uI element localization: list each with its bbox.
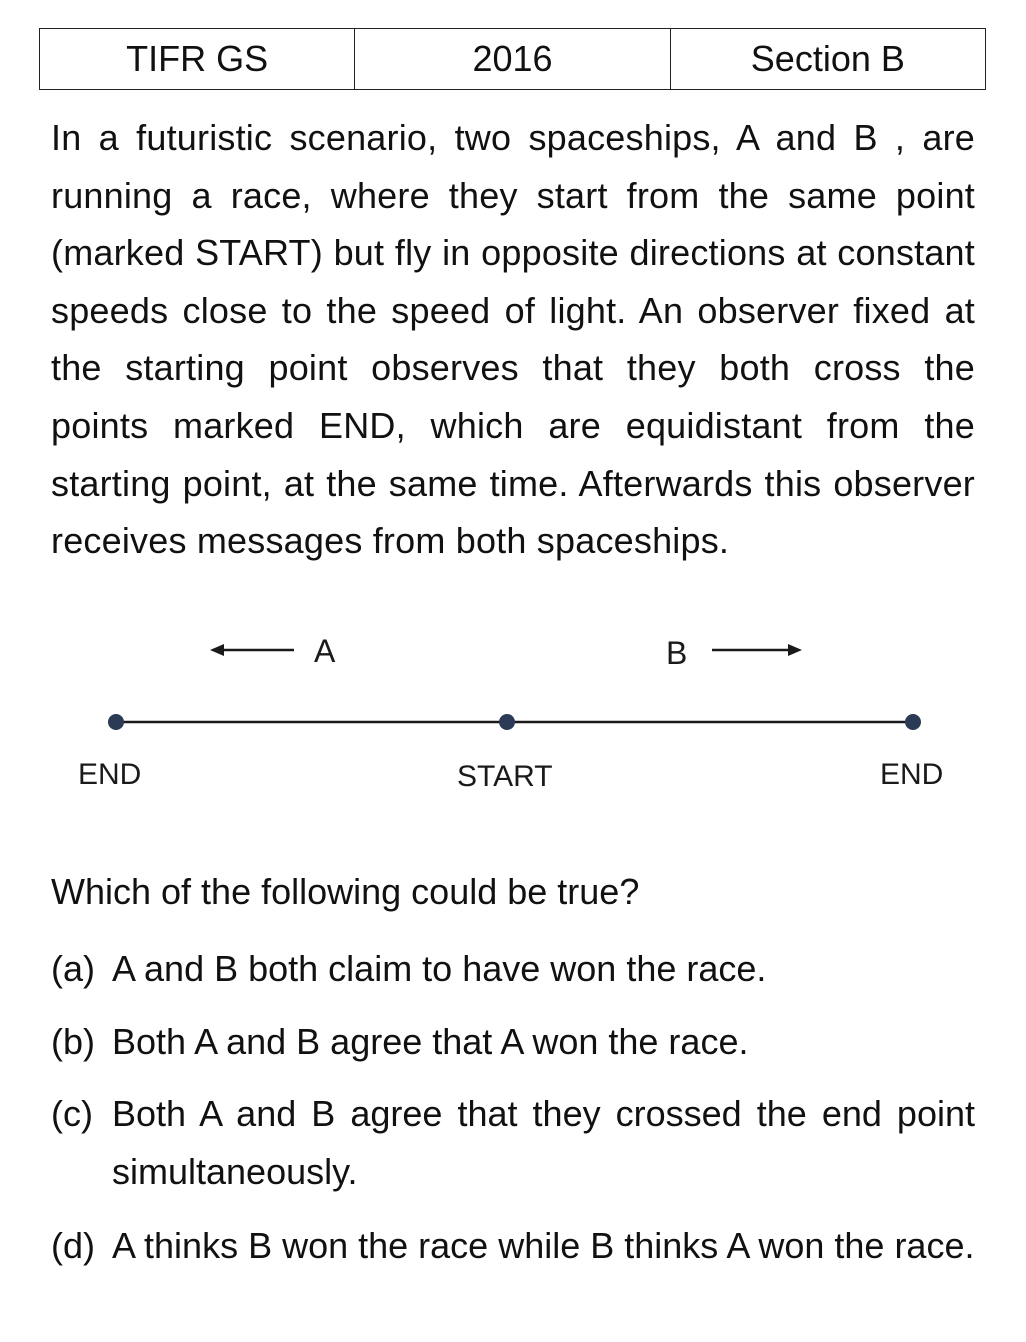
section-cell: Section B	[670, 29, 985, 90]
option-c-text: Both A and B agree that they crossed the end point simultaneously.	[112, 1093, 975, 1192]
spaceship-b-label: B	[666, 635, 688, 671]
option-d-text: A thinks B won the race while B thinks A won the race.	[112, 1225, 975, 1266]
right-end-label: END	[880, 758, 944, 791]
race-diagram	[0, 628, 1026, 818]
option-a-letter: (a)	[51, 948, 95, 989]
option-b-text: Both A and B agree that A won the race.	[112, 1021, 749, 1062]
start-label: START	[457, 760, 553, 793]
option-d-letter: (d)	[51, 1225, 95, 1266]
arrow-b-right-icon	[712, 644, 802, 656]
option-a-text: A and B both claim to have won the race.	[112, 948, 767, 989]
option-c-letter: (c)	[51, 1093, 93, 1134]
right-end-point	[905, 714, 921, 730]
question-prompt: Which of the following could be true?	[51, 871, 640, 912]
header-row	[40, 29, 986, 90]
problem-statement: In a futuristic scenario, two spaceships, A and B , are running a race, where they start from the same point (marked START) but fly in opposite directions at constant speeds close to the speed of light. An observer fixed at the starting point observes that they both cross the points marked END, which are equidistant from the starting point, at the same time. Afterwards this observer receives messages from both spaceships.	[51, 117, 975, 562]
header-table	[39, 28, 986, 90]
left-end-point	[108, 714, 124, 730]
spaceship-a-label: A	[314, 633, 336, 669]
arrow-a-left-icon	[210, 644, 294, 656]
start-point	[499, 714, 515, 730]
exam-year-cell: 2016	[355, 29, 670, 90]
left-end-label: END	[78, 758, 142, 791]
exam-name-cell: TIFR GS	[40, 29, 355, 90]
option-b-letter: (b)	[51, 1021, 95, 1062]
